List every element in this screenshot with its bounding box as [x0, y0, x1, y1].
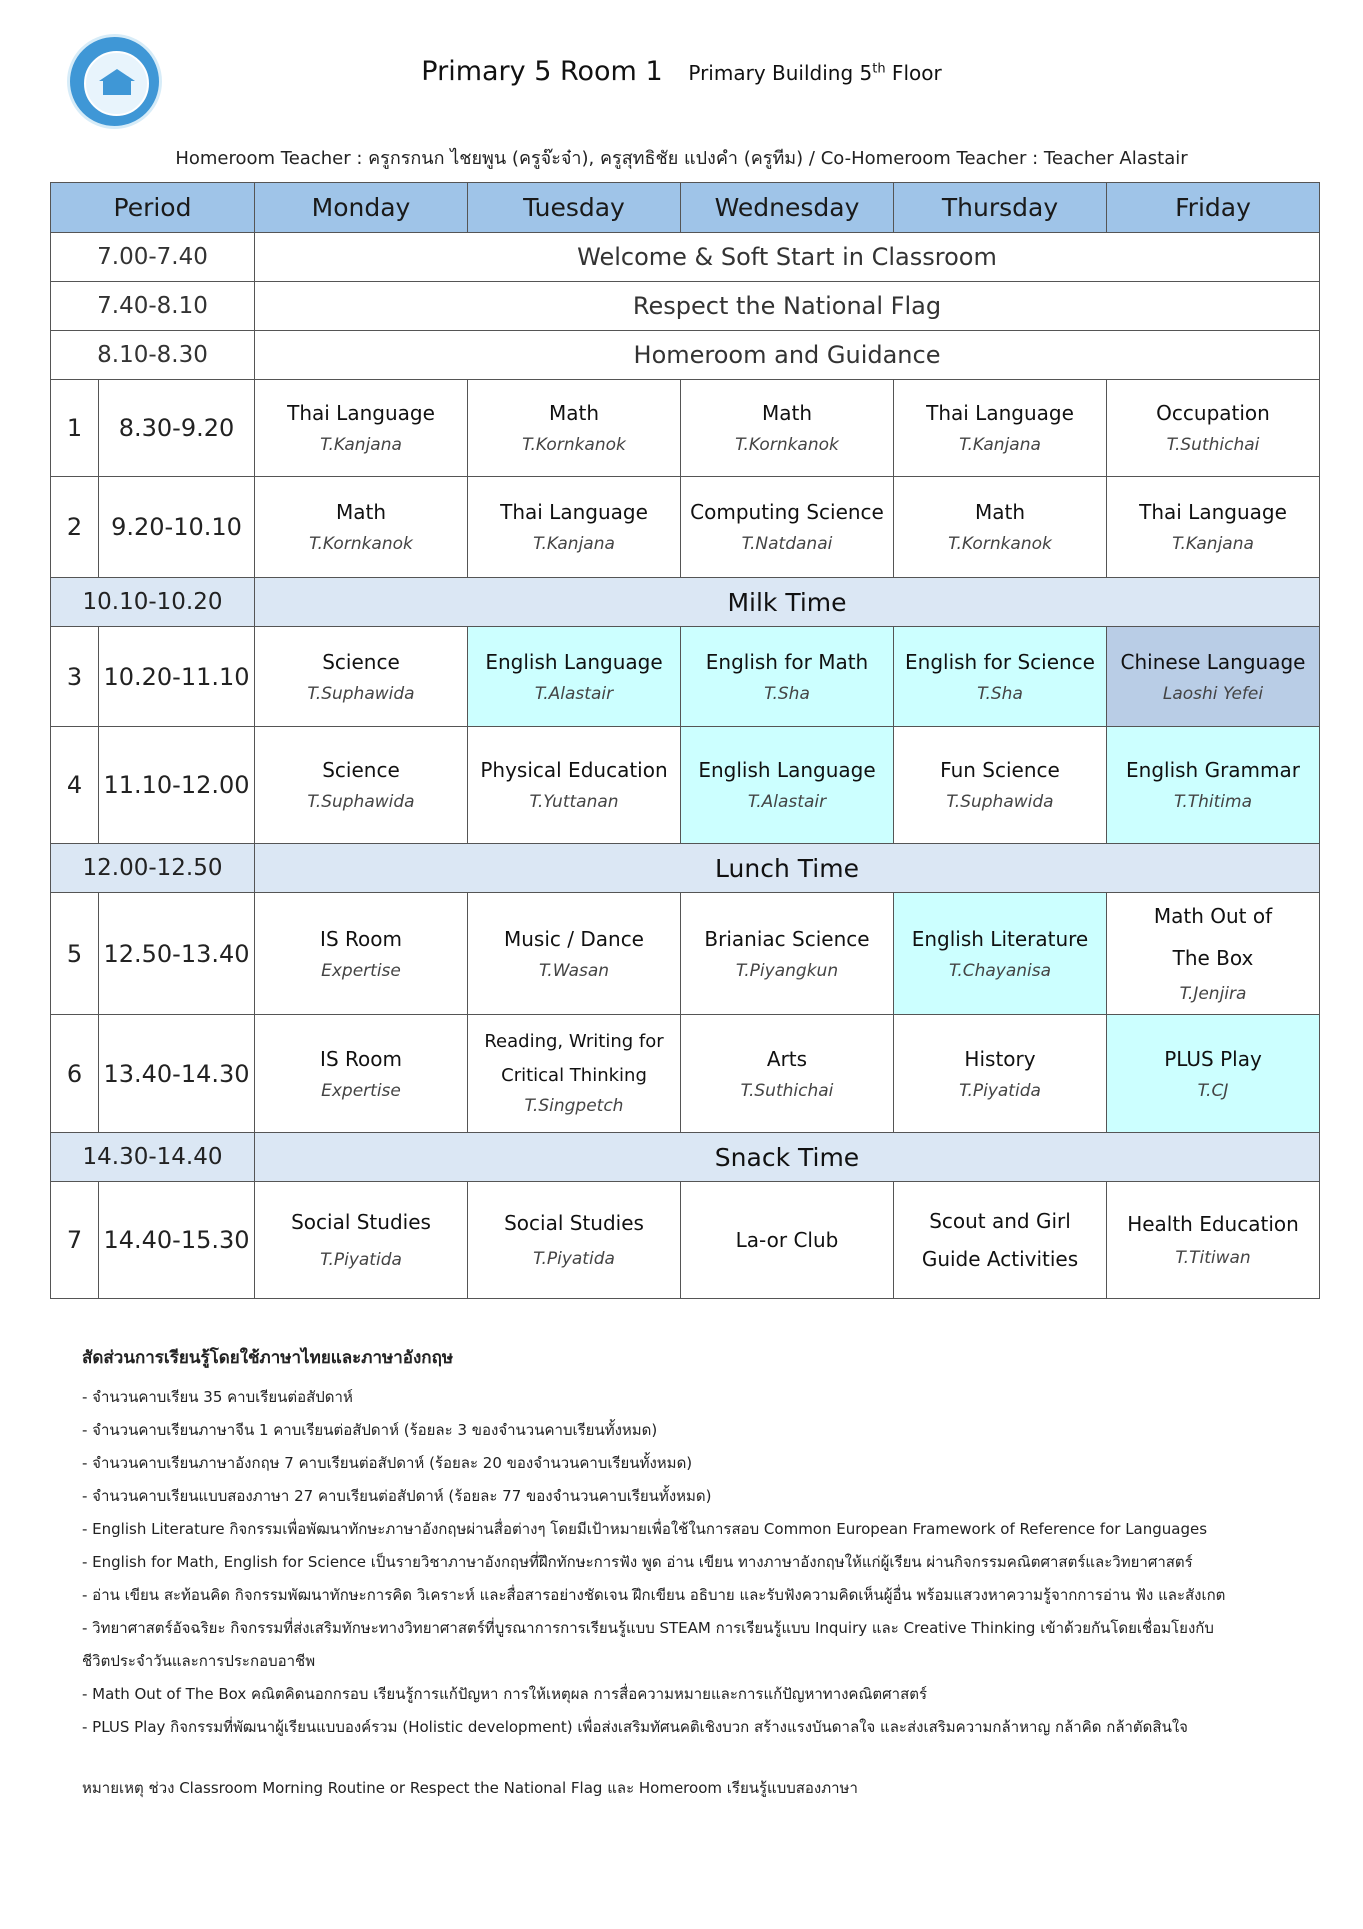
- lesson-cell: [1107, 477, 1320, 578]
- subject-line: Reading, Writing for: [484, 1030, 664, 1052]
- teacher: T.Kanjana: [1172, 534, 1254, 554]
- period-time: 8.30-9.20: [99, 380, 255, 477]
- band-row: [51, 331, 1320, 380]
- subject: Math: [335, 500, 387, 524]
- period-time: 12.50-13.40: [99, 893, 255, 1015]
- period-number: 5: [51, 893, 99, 1015]
- note-line: - จำนวนคาบเรียนภาษาจีน 1 คาบเรียนต่อสัปดาห์ (ร้อยละ 3 ของจำนวนคาบเรียนทั้งหมด): [82, 1421, 658, 1439]
- note-line: - อ่าน เขียน สะท้อนคิด กิจกรรมพัฒนาทักษะการคิด วิเคราะห์ และสื่อสารอย่างชัดเจน ฝึกเขียน อธิบาย และรับฟังความคิดเห็นผู้อื่น พร้อมแสวงหาความรู้จากการอ่าน ฟัง และสังเกต: [82, 1586, 1226, 1604]
- teacher: Expertise: [321, 960, 401, 981]
- break-time: 12.00-12.50: [51, 844, 255, 893]
- teacher: T.Jenjira: [1179, 983, 1247, 1004]
- note-line: - English for Math, English for Science เป็นรายวิชาภาษาอังกฤษที่ฝึกทักษะการฟัง พูด อ่าน เขียน ทางภาษาอังกฤษให้แก่ผู้เรียน ผ่านกิจกรรมคณิตศาสตร์และวิทยาศาสตร์: [82, 1553, 1193, 1571]
- break-label: Milk Time: [255, 578, 1320, 627]
- teacher: T.Alastair: [534, 683, 614, 704]
- period-number: 1: [51, 380, 99, 477]
- subject: Math: [761, 401, 813, 425]
- note-line: - PLUS Play กิจกรรมที่พัฒนาผู้เรียนแบบองค์รวม (Holistic development) เพื่อส่งเสริมทัศนคติเชิงบวก สร้างแรงบันดาลใจ และส่งเสริมความกล้าหาญ กล้าคิด กล้าตัดสินใจ: [82, 1718, 1188, 1736]
- building-location: Primary Building 5th Floor: [688, 61, 942, 85]
- subject: Thai Language: [1139, 500, 1287, 524]
- lesson-cell: [894, 727, 1107, 844]
- band-time: 7.40-8.10: [51, 282, 255, 331]
- note-line: - English Literature กิจกรรมเพื่อพัฒนาทักษะภาษาอังกฤษผ่านสื่อต่างๆ โดยมีเป้าหมายเพื่อใช้ในการสอบ Common European Framework of Reference for Languages: [82, 1520, 1208, 1538]
- subject: English for Science: [905, 649, 1095, 674]
- break-row-snack: [51, 1133, 1320, 1182]
- subject: History: [964, 1046, 1036, 1071]
- header-wednesday: Wednesday: [681, 183, 894, 233]
- lesson-cell: [681, 380, 894, 477]
- lesson-cell: [894, 627, 1107, 727]
- lesson-cell: [468, 477, 681, 578]
- teacher: T.Suphawida: [307, 792, 415, 812]
- teacher: T.Sha: [764, 683, 810, 704]
- break-time: 10.10-10.20: [51, 578, 255, 627]
- subject: La-or Club: [735, 1228, 839, 1252]
- lesson-cell: [255, 477, 468, 578]
- lesson-cell: [468, 1015, 681, 1133]
- band-row: [51, 233, 1320, 282]
- teacher: T.Piyatida: [320, 1250, 402, 1270]
- lesson-cell: [681, 1015, 894, 1133]
- subject: English Literature: [911, 926, 1089, 951]
- notes-heading: สัดส่วนการเรียนรู้โดยใช้ภาษาไทยและภาษาอังกฤษ: [82, 1348, 454, 1368]
- subject: Health Education: [1127, 1212, 1299, 1236]
- period-number: 3: [51, 627, 99, 727]
- note-line: - จำนวนคาบเรียนภาษาอังกฤษ 7 คาบเรียนต่อสัปดาห์ (ร้อยละ 20 ของจำนวนคาบเรียนทั้งหมด): [82, 1454, 693, 1472]
- subject-line: Guide Activities: [921, 1247, 1079, 1271]
- page-title: [0, 56, 1363, 87]
- teacher: T.Natdanai: [741, 534, 833, 554]
- subject: Computing Science: [690, 500, 884, 524]
- header-thursday: Thursday: [894, 183, 1107, 233]
- subject: Chinese Language: [1120, 649, 1306, 674]
- period-row: [51, 380, 1320, 477]
- lesson-cell: [468, 1182, 681, 1299]
- subject: Occupation: [1156, 401, 1270, 425]
- break-row-lunch: [51, 844, 1320, 893]
- lesson-cell: [1107, 893, 1320, 1015]
- lesson-cell: [1107, 627, 1320, 727]
- subject: English Language: [698, 758, 876, 782]
- lesson-cell: [468, 727, 681, 844]
- teacher: T.Wasan: [538, 960, 610, 981]
- lesson-cell: [1107, 1015, 1320, 1133]
- lesson-cell: [894, 1182, 1107, 1299]
- teacher: T.Kornkanok: [522, 435, 626, 455]
- lesson-cell: [681, 893, 894, 1015]
- lesson-cell: [894, 380, 1107, 477]
- period-number: 6: [51, 1015, 99, 1133]
- lesson-cell: [894, 893, 1107, 1015]
- class-name: Primary 5 Room 1: [421, 56, 663, 87]
- header-friday: Friday: [1107, 183, 1320, 233]
- lesson-cell: [1107, 380, 1320, 477]
- teacher: T.Piyangkun: [735, 960, 839, 981]
- teacher: Laoshi Yefei: [1162, 683, 1264, 704]
- band-row: [51, 282, 1320, 331]
- teacher: T.Kanjana: [320, 435, 402, 455]
- subject: PLUS Play: [1164, 1046, 1262, 1071]
- subject: Social Studies: [504, 1211, 644, 1235]
- subject-line: The Box: [1172, 945, 1254, 970]
- subject-line: Critical Thinking: [501, 1064, 647, 1086]
- subject: Brianiac Science: [704, 926, 870, 951]
- subject: English Language: [485, 649, 663, 674]
- teacher: Expertise: [321, 1080, 401, 1101]
- subject: English for Math: [705, 649, 869, 674]
- teacher: T.Alastair: [747, 792, 827, 812]
- subject: Fun Science: [940, 758, 1060, 782]
- band-time: 7.00-7.40: [51, 233, 255, 282]
- subject: IS Room: [320, 1046, 402, 1071]
- period-row: [51, 1015, 1320, 1133]
- break-row-milk: [51, 578, 1320, 627]
- band-label: Homeroom and Guidance: [255, 331, 1320, 380]
- break-label: Snack Time: [255, 1133, 1320, 1182]
- subject: Thai Language: [287, 401, 435, 425]
- lesson-cell: [468, 380, 681, 477]
- teacher: T.Suthichai: [740, 1080, 834, 1101]
- period-time: 9.20-10.10: [99, 477, 255, 578]
- subject-line: Scout and Girl: [929, 1209, 1071, 1233]
- lesson-cell: [255, 380, 468, 477]
- lesson-cell: [681, 1182, 894, 1299]
- teacher: T.Suphawida: [946, 792, 1054, 812]
- period-time: 11.10-12.00: [99, 727, 255, 844]
- learning-ratio-notes: [82, 1344, 1282, 1744]
- period-number: 7: [51, 1182, 99, 1299]
- subject: Math: [548, 401, 600, 425]
- subject: Math: [974, 500, 1026, 524]
- teacher: T.Kornkanok: [735, 435, 839, 455]
- remark-note: หมายเหตุ ช่วง Classroom Morning Routine or Respect the National Flag และ Homeroom เรียนรู้แบบสองภาษา: [82, 1779, 858, 1797]
- lesson-cell: [255, 627, 468, 727]
- header-row: [51, 183, 1320, 233]
- lesson-cell: [681, 727, 894, 844]
- lesson-cell: [681, 627, 894, 727]
- band-label: Welcome & Soft Start in Classroom: [255, 233, 1320, 282]
- teacher: T.Thitima: [1173, 792, 1253, 812]
- header-monday: Monday: [255, 183, 468, 233]
- lesson-cell: [1107, 1182, 1320, 1299]
- period-row: [51, 477, 1320, 578]
- subject: Arts: [766, 1046, 808, 1071]
- period-row: [51, 1182, 1320, 1299]
- teacher: T.Piyatida: [959, 1080, 1041, 1101]
- timetable: [50, 182, 1320, 1299]
- homeroom-teachers: Homeroom Teacher : ครูกรกนก ไชยพูน (ครูจ๊ะจ๋า), ครูสุทธิชัย แปงคำ (ครูทีม) / Co-Homeroom Teacher : Teacher Alastair: [175, 148, 1188, 169]
- band-time: 8.10-8.30: [51, 331, 255, 380]
- teacher: T.Titiwan: [1175, 1248, 1251, 1268]
- lesson-cell: [255, 893, 468, 1015]
- subject: Thai Language: [926, 401, 1074, 425]
- teacher: T.Suthichai: [1166, 435, 1260, 455]
- note-line: - Math Out of The Box คณิตคิดนอกกรอบ เรียนรู้การแก้ปัญหา การให้เหตุผล การสื่อความหมายและการแก้ปัญหาทางคณิตศาสตร์: [82, 1685, 928, 1703]
- break-label: Lunch Time: [255, 844, 1320, 893]
- period-time: 13.40-14.30: [99, 1015, 255, 1133]
- teacher: T.Kornkanok: [309, 534, 413, 554]
- note-line: - จำนวนคาบเรียนแบบสองภาษา 27 คาบเรียนต่อสัปดาห์ (ร้อยละ 77 ของจำนวนคาบเรียนทั้งหมด): [82, 1487, 712, 1505]
- break-time: 14.30-14.40: [51, 1133, 255, 1182]
- period-row: [51, 627, 1320, 727]
- period-number: 4: [51, 727, 99, 844]
- subject: Music / Dance: [504, 926, 644, 951]
- subject: Physical Education: [480, 758, 668, 782]
- teacher: T.Sha: [977, 683, 1023, 704]
- note-line: ชีวิตประจำวันและการประกอบอาชีพ: [82, 1652, 316, 1670]
- subject: Social Studies: [291, 1210, 431, 1234]
- subject: IS Room: [320, 926, 402, 951]
- teacher: T.Kornkanok: [948, 534, 1052, 554]
- header-period: Period: [51, 183, 255, 233]
- teacher: T.CJ: [1197, 1080, 1229, 1101]
- teacher: T.Suphawida: [307, 683, 415, 704]
- note-line: - จำนวนคาบเรียน 35 คาบเรียนต่อสัปดาห์: [82, 1388, 353, 1406]
- subject: Science: [322, 649, 400, 674]
- teacher: T.Yuttanan: [529, 792, 619, 812]
- teacher: T.Piyatida: [533, 1249, 615, 1269]
- period-row: [51, 727, 1320, 844]
- lesson-cell: [1107, 727, 1320, 844]
- teacher: T.Kanjana: [533, 534, 615, 554]
- period-time: 10.20-11.10: [99, 627, 255, 727]
- lesson-cell: [894, 477, 1107, 578]
- lesson-cell: [255, 1015, 468, 1133]
- lesson-cell: [468, 893, 681, 1015]
- subject-line: Math Out of: [1153, 903, 1273, 928]
- lesson-cell: [894, 1015, 1107, 1133]
- teacher: T.Chayanisa: [948, 960, 1052, 981]
- header-tuesday: Tuesday: [468, 183, 681, 233]
- lesson-cell: [255, 1182, 468, 1299]
- lesson-cell: [681, 477, 894, 578]
- period-number: 2: [51, 477, 99, 578]
- period-time: 14.40-15.30: [99, 1182, 255, 1299]
- subject: English Grammar: [1126, 758, 1300, 782]
- note-line: - วิทยาศาสตร์อัจฉริยะ กิจกรรมที่ส่งเสริมทักษะทางวิทยาศาสตร์ที่บูรณาการการเรียนรู้แบบ STEAM การเรียนรู้แบบ Inquiry และ Creative Thinking เข้าด้วยกันโดยเชื่อมโยงกับ: [82, 1619, 1214, 1637]
- lesson-cell: [468, 627, 681, 727]
- period-row: [51, 893, 1320, 1015]
- teacher: T.Singpetch: [524, 1096, 624, 1117]
- teacher: T.Kanjana: [959, 435, 1041, 455]
- subject: Thai Language: [500, 500, 648, 524]
- band-label: Respect the National Flag: [255, 282, 1320, 331]
- lesson-cell: [255, 727, 468, 844]
- subject: Science: [322, 758, 400, 782]
